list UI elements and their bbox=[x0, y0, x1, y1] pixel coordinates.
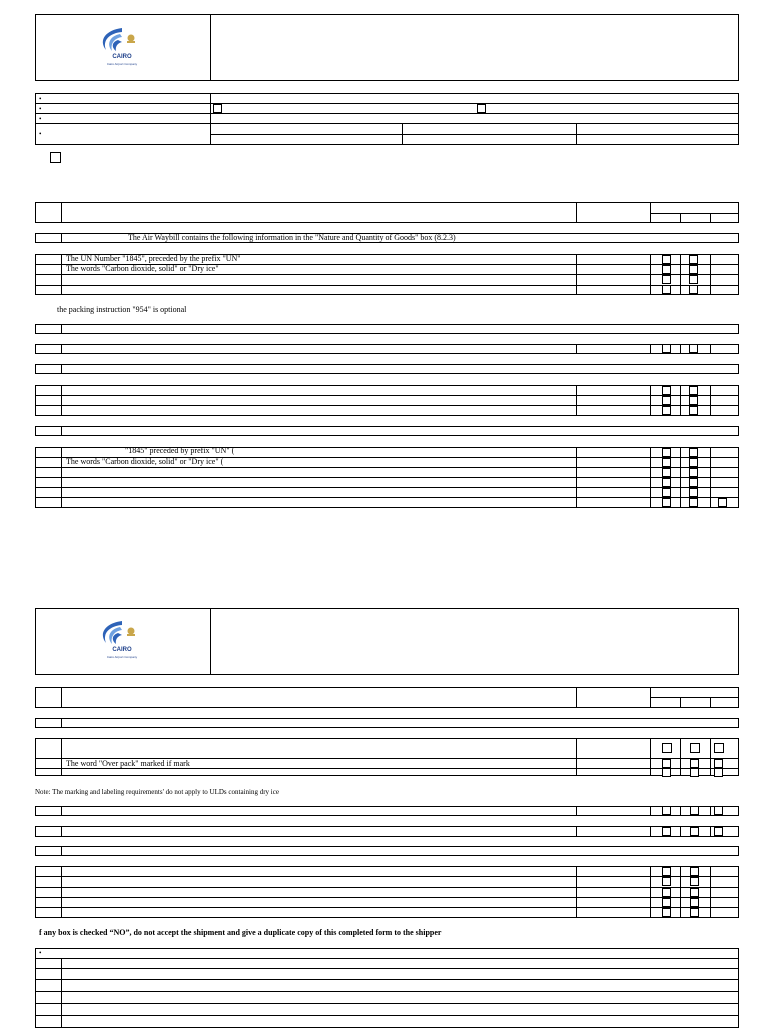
no-checkbox[interactable] bbox=[689, 344, 698, 353]
na-checkbox[interactable] bbox=[714, 743, 724, 753]
svg-text:Cairo Airport Company: Cairo Airport Company bbox=[106, 62, 138, 66]
no-checkbox[interactable] bbox=[690, 877, 699, 886]
bullet: • bbox=[39, 105, 42, 113]
no-checkbox[interactable] bbox=[690, 806, 699, 815]
no-checkbox[interactable] bbox=[689, 285, 698, 294]
yes-checkbox[interactable] bbox=[662, 448, 671, 457]
no-checkbox[interactable] bbox=[689, 458, 698, 467]
no-checkbox[interactable] bbox=[689, 498, 698, 507]
cairo-logo-icon bbox=[92, 24, 152, 72]
yes-checkbox[interactable] bbox=[662, 275, 671, 284]
column-header bbox=[35, 202, 739, 223]
svg-text:Cairo Airport Company: Cairo Airport Company bbox=[106, 655, 138, 659]
no-checkbox[interactable] bbox=[690, 759, 699, 768]
awb-nature-quantity-label: The Air Waybill contains the following information in the "Nature and Quantity of Goods" box (8.2.3) bbox=[128, 233, 456, 242]
yes-checkbox[interactable] bbox=[662, 488, 671, 497]
svg-text:CAIRO: CAIRO bbox=[112, 54, 132, 60]
company-logo bbox=[92, 24, 152, 77]
option-checkbox[interactable] bbox=[213, 104, 222, 113]
bottom-table bbox=[35, 948, 739, 1028]
no-checkbox[interactable] bbox=[689, 478, 698, 487]
yes-checkbox[interactable] bbox=[662, 468, 671, 477]
no-checkbox[interactable] bbox=[690, 898, 699, 907]
bullet: • bbox=[39, 949, 42, 957]
no-checkbox[interactable] bbox=[689, 386, 698, 395]
yes-checkbox[interactable] bbox=[662, 743, 672, 753]
no-checkbox[interactable] bbox=[690, 888, 699, 897]
packing-instruction-note: the packing instruction "954" is optional bbox=[57, 305, 187, 314]
no-checkbox[interactable] bbox=[689, 255, 698, 264]
yes-checkbox[interactable] bbox=[662, 877, 671, 886]
bullet: • bbox=[39, 115, 42, 123]
yes-checkbox[interactable] bbox=[662, 867, 671, 876]
awb-item-text: The words "Carbon dioxide, solid" or "Dry ice" bbox=[66, 264, 219, 273]
overpack-item-text: The word "Over pack" marked if mark bbox=[66, 759, 190, 768]
na-checkbox[interactable] bbox=[714, 759, 723, 768]
overpack-table bbox=[35, 738, 739, 776]
no-checkbox[interactable] bbox=[689, 406, 698, 415]
yes-checkbox[interactable] bbox=[662, 759, 671, 768]
column-header bbox=[35, 687, 739, 708]
no-checkbox[interactable] bbox=[690, 827, 699, 836]
na-checkbox[interactable] bbox=[718, 498, 727, 507]
info-block bbox=[35, 93, 739, 145]
no-checkbox[interactable] bbox=[690, 768, 699, 777]
rejection-instruction: f any box is checked “NO”, do not accept the shipment and give a duplicate copy of this completed form to the shipper bbox=[39, 928, 442, 937]
no-checkbox[interactable] bbox=[689, 488, 698, 497]
bullet: • bbox=[39, 95, 42, 103]
yes-checkbox[interactable] bbox=[662, 768, 671, 777]
yes-checkbox[interactable] bbox=[662, 458, 671, 467]
na-checkbox[interactable] bbox=[714, 827, 723, 836]
yes-checkbox[interactable] bbox=[662, 898, 671, 907]
yes-checkbox[interactable] bbox=[662, 888, 671, 897]
cairo-logo-icon bbox=[92, 617, 152, 665]
yes-checkbox[interactable] bbox=[662, 908, 671, 917]
yes-checkbox[interactable] bbox=[662, 265, 671, 274]
yes-checkbox[interactable] bbox=[662, 386, 671, 395]
svg-text:CAIRO: CAIRO bbox=[112, 647, 132, 653]
no-checkbox[interactable] bbox=[689, 468, 698, 477]
option-checkbox[interactable] bbox=[477, 104, 486, 113]
package-item-text: The words "Carbon dioxide, solid" or "Dry ice" ( bbox=[66, 457, 224, 466]
yes-checkbox[interactable] bbox=[662, 498, 671, 507]
yes-checkbox[interactable] bbox=[662, 396, 671, 405]
yes-checkbox[interactable] bbox=[662, 478, 671, 487]
yes-checkbox[interactable] bbox=[662, 255, 671, 264]
no-checkbox[interactable] bbox=[690, 908, 699, 917]
na-checkbox[interactable] bbox=[714, 806, 723, 815]
no-checkbox[interactable] bbox=[689, 275, 698, 284]
no-checkbox[interactable] bbox=[690, 867, 699, 876]
no-checkbox[interactable] bbox=[689, 396, 698, 405]
bullet: • bbox=[39, 130, 42, 138]
yes-checkbox[interactable] bbox=[662, 806, 671, 815]
na-checkbox[interactable] bbox=[714, 768, 723, 777]
yes-checkbox[interactable] bbox=[662, 406, 671, 415]
package-item-text: "1845" preceded by prefix "UN" ( bbox=[125, 446, 235, 455]
company-logo bbox=[92, 617, 152, 670]
no-checkbox[interactable] bbox=[690, 743, 700, 753]
yes-checkbox[interactable] bbox=[662, 827, 671, 836]
standalone-checkbox[interactable] bbox=[50, 152, 61, 163]
yes-checkbox[interactable] bbox=[662, 285, 671, 294]
awb-item-text: The UN Number "1845", preceded by the prefix "UN" bbox=[66, 254, 241, 263]
no-checkbox[interactable] bbox=[689, 448, 698, 457]
uld-note: Note: The marking and labeling requirements' do not apply to ULDs containing dry ice bbox=[35, 788, 279, 796]
no-checkbox[interactable] bbox=[689, 265, 698, 274]
yes-checkbox[interactable] bbox=[662, 344, 671, 353]
